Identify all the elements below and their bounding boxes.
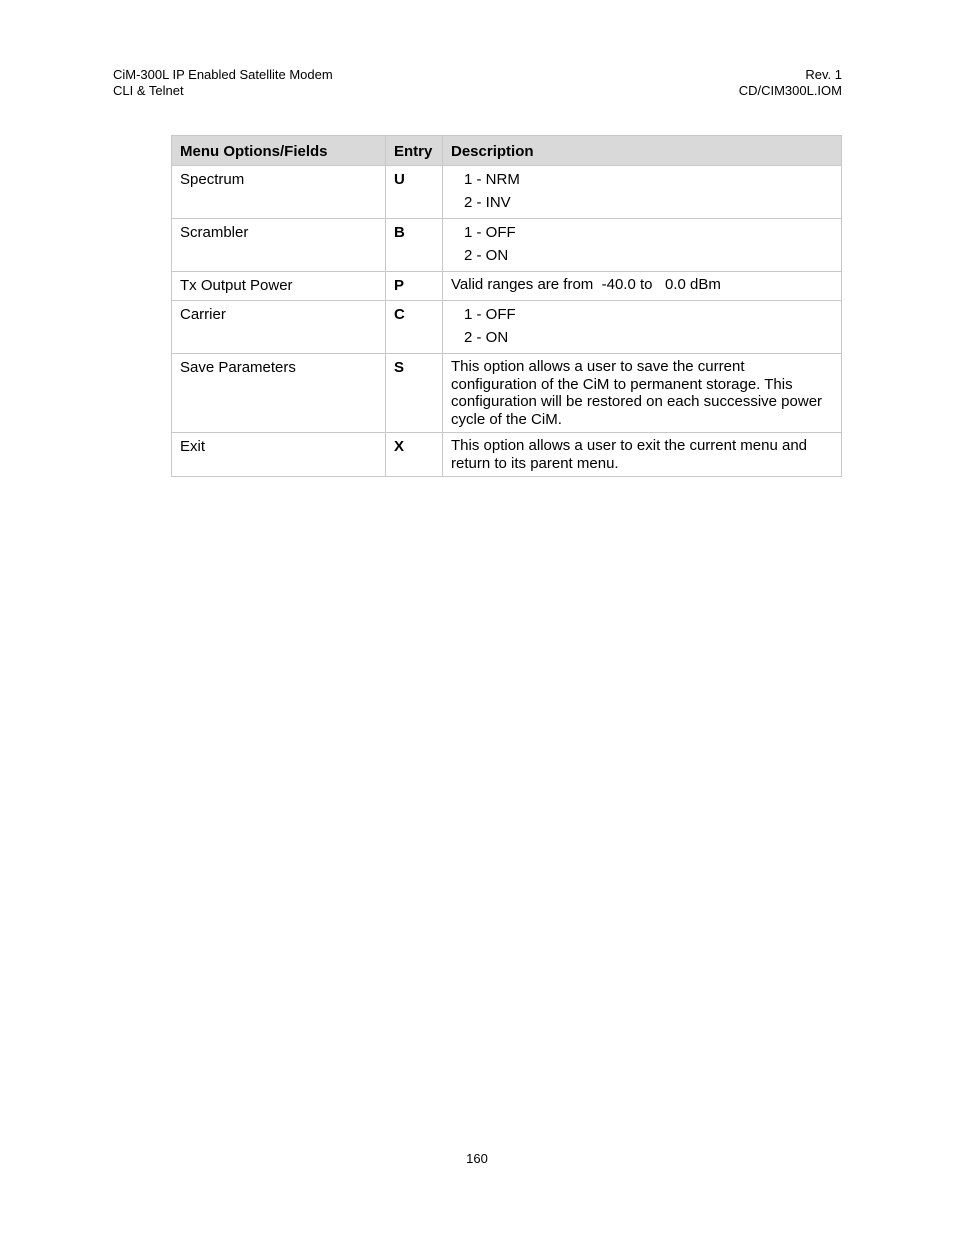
table-header-row <box>172 136 842 166</box>
option-choices <box>443 219 842 272</box>
column-header-description: Description <box>443 136 842 166</box>
choice-item: 2 - INV <box>464 194 511 211</box>
doc-revision: Rev. 1 <box>805 67 842 82</box>
choice-item: 1 - OFF <box>464 306 516 323</box>
description-text: This option allows a user to save the current configuration of the CiM to permanent storage. This configuration will be restored on each successive power cycle of the CiM. <box>451 358 823 428</box>
choice-item: 2 - ON <box>464 329 509 346</box>
option-choices <box>443 301 842 354</box>
entry-key: U <box>386 166 443 219</box>
doc-title: CiM-300L IP Enabled Satellite Modem <box>113 67 333 82</box>
header-right <box>739 67 842 99</box>
option-name: Scrambler <box>172 219 386 272</box>
column-header-menu-options: Menu Options/Fields <box>172 136 386 166</box>
table-row-save-parameters <box>172 354 842 433</box>
table-row-exit <box>172 433 842 477</box>
option-name: Spectrum <box>172 166 386 219</box>
option-description <box>443 272 842 301</box>
column-header-entry: Entry <box>386 136 443 166</box>
choice-item: 2 - ON <box>464 247 509 264</box>
option-choices <box>443 166 842 219</box>
option-name: Tx Output Power <box>172 272 386 301</box>
option-description <box>443 433 842 477</box>
description-text: This option allows a user to exit the current menu and return to its parent menu. <box>451 437 808 472</box>
choice-item: 1 - OFF <box>464 224 516 241</box>
table-row-scrambler <box>172 219 842 272</box>
entry-key: X <box>386 433 443 477</box>
description-text: Valid ranges are from -40.0 to 0.0 dBm <box>451 276 721 293</box>
choice-item: 1 - NRM <box>464 171 520 188</box>
option-name: Exit <box>172 433 386 477</box>
entry-key: P <box>386 272 443 301</box>
entry-key: S <box>386 354 443 433</box>
doc-section: CLI & Telnet <box>113 83 184 98</box>
header-left <box>113 67 333 99</box>
menu-options-table <box>171 135 842 477</box>
page-number: 160 <box>466 1151 488 1166</box>
table-row-tx-output-power <box>172 272 842 301</box>
table-row-spectrum <box>172 166 842 219</box>
option-name: Carrier <box>172 301 386 354</box>
table-row-carrier <box>172 301 842 354</box>
entry-key: B <box>386 219 443 272</box>
doc-id: CD/CIM300L.IOM <box>738 83 842 98</box>
entry-key: C <box>386 301 443 354</box>
option-description <box>443 354 842 433</box>
option-name: Save Parameters <box>172 354 386 433</box>
